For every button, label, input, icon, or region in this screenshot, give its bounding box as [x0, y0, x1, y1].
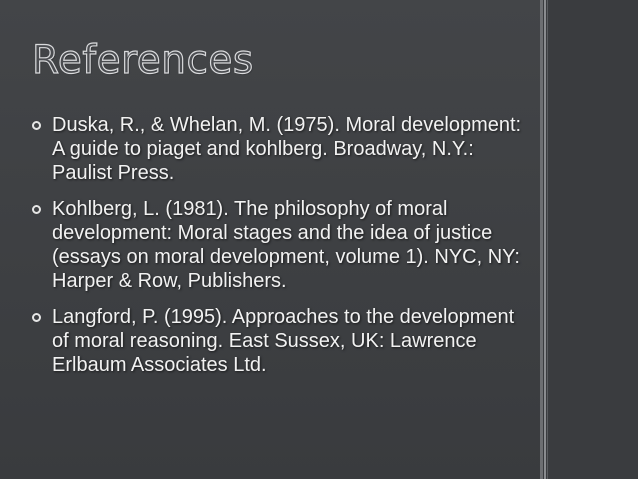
reference-text: Kohlberg, L. (1981). The philosophy of moral development: Moral stages and the idea of justice (essays on moral development, volume 1). NYC, NY: Harper & Row, Publishers.: [52, 198, 520, 292]
decorative-stripe: [544, 0, 546, 479]
decorative-stripe: [547, 0, 548, 479]
reference-text: Langford, P. (1995). Approaches to the development of moral reasoning. East Sussex, UK: Lawrence Erlbaum Associates Ltd.: [52, 306, 515, 376]
bullet-icon: [32, 121, 41, 130]
reference-item: [30, 113, 525, 185]
bullet-icon: [32, 205, 41, 214]
bullet-icon: [32, 313, 41, 322]
reference-list: [30, 113, 525, 377]
slide-title: References: [32, 38, 254, 83]
decorative-stripe: [540, 0, 543, 479]
reference-item: [30, 305, 525, 377]
reference-item: [30, 197, 525, 293]
reference-text: Duska, R., & Whelan, M. (1975). Moral development: A guide to piaget and kohlberg. Broadway, N.Y.: Paulist Press.: [52, 114, 522, 184]
decorative-side-band: [540, 0, 638, 479]
